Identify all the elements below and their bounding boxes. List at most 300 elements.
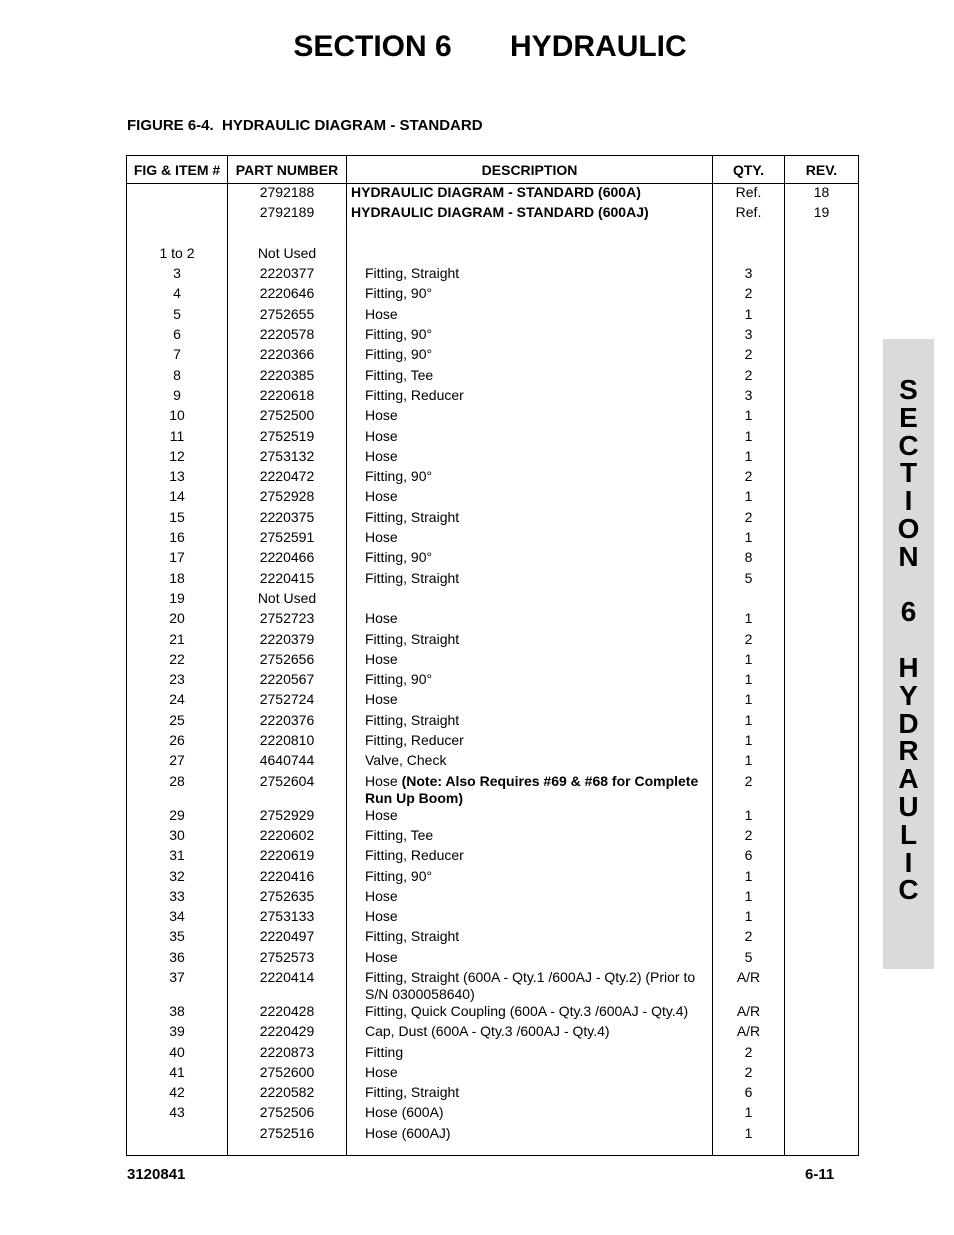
description-text: Fitting, 90° [365, 285, 433, 302]
cell-description [347, 610, 713, 630]
cell-part-number: 2752929 [228, 807, 347, 827]
table-header-row [127, 156, 859, 184]
page-number: 6-11 [805, 1166, 835, 1183]
description-text: Fitting, 90° [365, 549, 433, 566]
table-row [127, 488, 859, 508]
cell-qty: 1 [713, 752, 785, 772]
cell-rev [785, 509, 859, 529]
figure-title: FIGURE 6-4. HYDRAULIC DIAGRAM - STANDARD [127, 117, 483, 134]
table-row [127, 306, 859, 326]
cell-part-number [228, 225, 347, 245]
cell-fig-item: 3 [127, 265, 228, 285]
cell-part-number: 2752519 [228, 428, 347, 448]
cell-part-number: 2752573 [228, 949, 347, 969]
cell-description [347, 651, 713, 671]
cell-description [347, 326, 713, 346]
cell-fig-item: 12 [127, 448, 228, 468]
cell-rev [785, 888, 859, 908]
parts-table-body [127, 184, 859, 1156]
table-row [127, 448, 859, 468]
cell-part-number: 2220578 [228, 326, 347, 346]
description-text: Fitting, 90° [365, 346, 433, 363]
cell-rev: 19 [785, 204, 859, 224]
description-text: Fitting, Reducer [365, 386, 464, 403]
cell-qty: 5 [713, 949, 785, 969]
cell-part-number: 2752655 [228, 306, 347, 326]
description-text: Hose [365, 305, 398, 322]
cell-part-number: 2752724 [228, 691, 347, 711]
cell-qty: 1 [713, 1104, 785, 1124]
cell-qty [713, 245, 785, 265]
cell-rev [785, 529, 859, 549]
cell-fig-item: 43 [127, 1104, 228, 1124]
description-text: Fitting, 90° [365, 468, 433, 485]
cell-rev [785, 827, 859, 847]
table-row [127, 225, 859, 245]
cell-fig-item: 23 [127, 671, 228, 691]
cell-qty: 1 [713, 888, 785, 908]
side-tab-letter: Y [899, 679, 918, 711]
cell-description [347, 367, 713, 387]
cell-qty: 1 [713, 306, 785, 326]
side-tab-letter: U [898, 790, 919, 822]
table-row [127, 326, 859, 346]
cell-rev [785, 712, 859, 732]
cell-description [347, 590, 713, 610]
col-header-description: DESCRIPTION [347, 156, 713, 184]
cell-fig-item: 1 to 2 [127, 245, 228, 265]
table-row [127, 265, 859, 285]
cell-description [347, 245, 713, 265]
table-row [127, 590, 859, 610]
side-tab-letter: E [899, 401, 918, 433]
cell-part-number: 2753133 [228, 908, 347, 928]
cell-description [347, 752, 713, 772]
description-text: Hose (600A) [365, 1104, 444, 1121]
cell-rev [785, 285, 859, 305]
document-number: 3120841 [127, 1166, 186, 1183]
cell-rev [785, 225, 859, 245]
cell-description [347, 387, 713, 407]
cell-rev [785, 773, 859, 807]
cell-rev [785, 570, 859, 590]
cell-description [347, 1023, 713, 1043]
cell-rev [785, 265, 859, 285]
cell-part-number: 2220602 [228, 827, 347, 847]
cell-fig-item: 13 [127, 468, 228, 488]
cell-fig-item: 29 [127, 807, 228, 827]
cell-fig-item: 9 [127, 387, 228, 407]
cell-fig-item: 8 [127, 367, 228, 387]
cell-part-number: 2220376 [228, 712, 347, 732]
cell-part-number: 2220472 [228, 468, 347, 488]
description-text: Fitting, Tee [365, 366, 434, 383]
table-row [127, 1104, 859, 1124]
cell-rev [785, 1023, 859, 1043]
side-tab-letter: O [897, 512, 920, 544]
cell-fig-item: 20 [127, 610, 228, 630]
cell-part-number: 4640744 [228, 752, 347, 772]
description-text: Hose [365, 772, 402, 789]
cell-part-number: 2220873 [228, 1044, 347, 1064]
table-row [127, 1125, 859, 1156]
cell-qty: 1 [713, 807, 785, 827]
description-text: Fitting, Tee [365, 826, 434, 843]
cell-description [347, 928, 713, 948]
cell-fig-item: 15 [127, 509, 228, 529]
cell-description [347, 428, 713, 448]
cell-qty: 1 [713, 428, 785, 448]
cell-fig-item: 27 [127, 752, 228, 772]
description-text: Fitting [365, 1043, 404, 1060]
cell-part-number: 2752600 [228, 1064, 347, 1084]
description-text: Fitting, 90° [365, 326, 433, 343]
cell-part-number: 2220415 [228, 570, 347, 590]
description-text: Fitting, 90° [365, 671, 433, 688]
table-row [127, 908, 859, 928]
table-row [127, 346, 859, 366]
cell-fig-item: 33 [127, 888, 228, 908]
cell-description [347, 969, 713, 1003]
cell-fig-item: 38 [127, 1003, 228, 1023]
cell-part-number: 2220379 [228, 631, 347, 651]
cell-fig-item [127, 1125, 228, 1156]
description-text: Fitting, Reducer [365, 847, 464, 864]
cell-qty: 1 [713, 868, 785, 888]
cell-description [347, 773, 713, 807]
cell-fig-item: 39 [127, 1023, 228, 1043]
cell-description [347, 888, 713, 908]
cell-fig-item: 30 [127, 827, 228, 847]
cell-fig-item: 37 [127, 969, 228, 1003]
cell-rev [785, 807, 859, 827]
cell-qty: 5 [713, 570, 785, 590]
description-text: Fitting, 90° [365, 867, 433, 884]
description-text: Hose [365, 488, 398, 505]
cell-rev [785, 367, 859, 387]
table-row [127, 1084, 859, 1104]
table-row [127, 928, 859, 948]
cell-description [347, 691, 713, 711]
cell-description [347, 509, 713, 529]
cell-part-number: 2220416 [228, 868, 347, 888]
cell-description [347, 346, 713, 366]
cell-part-number: 2220385 [228, 367, 347, 387]
cell-rev [785, 908, 859, 928]
cell-part-number: 2220428 [228, 1003, 347, 1023]
table-row [127, 245, 859, 265]
cell-description [347, 712, 713, 732]
cell-fig-item: 25 [127, 712, 228, 732]
cell-fig-item: 42 [127, 1084, 228, 1104]
description-text: Fitting, Straight [365, 265, 460, 282]
side-tab-letter: A [898, 763, 919, 795]
cell-description [347, 488, 713, 508]
description-text: Hose [365, 529, 398, 546]
table-row [127, 529, 859, 549]
cell-description [347, 671, 713, 691]
cell-description [347, 1125, 713, 1156]
cell-fig-item: 7 [127, 346, 228, 366]
cell-rev [785, 306, 859, 326]
cell-qty: 1 [713, 407, 785, 427]
cell-part-number: 2752635 [228, 888, 347, 908]
cell-part-number: 2752500 [228, 407, 347, 427]
cell-qty: A/R [713, 1003, 785, 1023]
cell-description [347, 1044, 713, 1064]
cell-qty: 2 [713, 631, 785, 651]
cell-rev [785, 671, 859, 691]
cell-fig-item: 18 [127, 570, 228, 590]
table-row [127, 1044, 859, 1064]
cell-part-number: 2220810 [228, 732, 347, 752]
table-row [127, 428, 859, 448]
cell-rev [785, 488, 859, 508]
description-text: Hose [365, 806, 398, 823]
side-tab-letter [883, 571, 934, 599]
side-tab-letter: I [904, 846, 913, 878]
cell-qty: 1 [713, 651, 785, 671]
section-side-tab [883, 339, 934, 969]
cell-fig-item: 41 [127, 1064, 228, 1084]
side-tab-letter: I [904, 485, 913, 517]
description-text: Hose (600AJ) [365, 1124, 451, 1141]
cell-rev [785, 928, 859, 948]
table-row [127, 549, 859, 569]
cell-part-number: 2752656 [228, 651, 347, 671]
table-row [127, 827, 859, 847]
cell-fig-item: 16 [127, 529, 228, 549]
table-row [127, 184, 859, 205]
cell-qty [713, 225, 785, 245]
cell-rev [785, 1064, 859, 1084]
cell-fig-item: 4 [127, 285, 228, 305]
cell-description [347, 448, 713, 468]
cell-rev [785, 847, 859, 867]
cell-fig-item: 10 [127, 407, 228, 427]
table-row [127, 807, 859, 827]
cell-part-number: 2752604 [228, 773, 347, 807]
cell-part-number: 2792189 [228, 204, 347, 224]
description-text: Hose [365, 610, 398, 627]
cell-part-number: 2220567 [228, 671, 347, 691]
cell-description [347, 631, 713, 651]
cell-description [347, 1104, 713, 1124]
cell-part-number: 2220618 [228, 387, 347, 407]
cell-description [347, 732, 713, 752]
cell-description [347, 225, 713, 245]
cell-rev [785, 245, 859, 265]
cell-description [347, 529, 713, 549]
cell-qty: A/R [713, 1023, 785, 1043]
side-tab-letter: N [898, 540, 919, 572]
cell-qty: 2 [713, 468, 785, 488]
cell-rev [785, 326, 859, 346]
cell-qty: 1 [713, 488, 785, 508]
cell-qty: 3 [713, 387, 785, 407]
cell-qty: Ref. [713, 184, 785, 205]
cell-description [347, 1084, 713, 1104]
description-text: Fitting, Straight [365, 630, 460, 647]
cell-description [347, 908, 713, 928]
side-tab-letters [883, 376, 934, 904]
cell-part-number: 2752928 [228, 488, 347, 508]
cell-fig-item: 17 [127, 549, 228, 569]
cell-rev [785, 407, 859, 427]
cell-description [347, 1003, 713, 1023]
table-row [127, 285, 859, 305]
cell-description [347, 204, 713, 224]
parts-table [126, 155, 859, 1156]
table-row [127, 509, 859, 529]
cell-qty: 3 [713, 326, 785, 346]
cell-rev [785, 1104, 859, 1124]
cell-qty: A/R [713, 969, 785, 1003]
cell-description [347, 1064, 713, 1084]
cell-qty: 2 [713, 773, 785, 807]
cell-rev [785, 732, 859, 752]
cell-part-number: 2220429 [228, 1023, 347, 1043]
description-text: Fitting, Reducer [365, 732, 464, 749]
cell-part-number: 2792188 [228, 184, 347, 205]
col-header-fig: FIG & ITEM # [127, 156, 228, 184]
table-row [127, 610, 859, 630]
description-text: Hose [365, 908, 398, 925]
cell-part-number: 2220646 [228, 285, 347, 305]
side-tab-letter: 6 [900, 596, 917, 628]
cell-fig-item: 5 [127, 306, 228, 326]
table-row [127, 204, 859, 224]
cell-qty: 1 [713, 529, 785, 549]
cell-part-number: 2220619 [228, 847, 347, 867]
description-text: Hose [365, 447, 398, 464]
cell-qty [713, 590, 785, 610]
cell-rev [785, 631, 859, 651]
cell-qty: 2 [713, 509, 785, 529]
cell-part-number: 2752591 [228, 529, 347, 549]
cell-description [347, 570, 713, 590]
cell-part-number: 2220366 [228, 346, 347, 366]
cell-description [347, 827, 713, 847]
cell-qty: 1 [713, 671, 785, 691]
cell-fig-item [127, 184, 228, 205]
cell-rev [785, 428, 859, 448]
cell-part-number: 2220497 [228, 928, 347, 948]
cell-fig-item: 24 [127, 691, 228, 711]
cell-part-number: Not Used [228, 590, 347, 610]
cell-description [347, 407, 713, 427]
table-row [127, 969, 859, 1003]
cell-fig-item: 26 [127, 732, 228, 752]
cell-description [347, 949, 713, 969]
table-row [127, 387, 859, 407]
cell-description [347, 847, 713, 867]
description-text: Cap, Dust (600A - Qty.3 /600AJ - Qty.4) [365, 1023, 610, 1040]
cell-rev [785, 949, 859, 969]
cell-rev: 18 [785, 184, 859, 205]
cell-qty: 2 [713, 928, 785, 948]
description-text: Hose [365, 948, 398, 965]
cell-fig-item: 28 [127, 773, 228, 807]
col-header-qty: QTY. [713, 156, 785, 184]
side-tab-letter: T [899, 457, 918, 489]
cell-qty: 2 [713, 827, 785, 847]
cell-qty: 2 [713, 367, 785, 387]
cell-rev [785, 346, 859, 366]
table-row [127, 367, 859, 387]
cell-part-number: 2220582 [228, 1084, 347, 1104]
cell-qty: Ref. [713, 204, 785, 224]
table-row [127, 712, 859, 732]
cell-qty: 2 [713, 1044, 785, 1064]
table-row [127, 631, 859, 651]
table-row [127, 407, 859, 427]
cell-part-number: 2220414 [228, 969, 347, 1003]
table-row [127, 671, 859, 691]
description-text: Hose [365, 650, 398, 667]
cell-rev [785, 448, 859, 468]
description-text: Valve, Check [365, 752, 447, 769]
description-text: Hose [365, 887, 398, 904]
side-tab-letter: D [898, 707, 919, 739]
side-tab-letter: S [899, 374, 918, 405]
table-row [127, 1023, 859, 1043]
cell-part-number: 2220466 [228, 549, 347, 569]
col-header-rev: REV. [785, 156, 859, 184]
cell-rev [785, 752, 859, 772]
cell-rev [785, 1084, 859, 1104]
cell-rev [785, 691, 859, 711]
cell-description [347, 549, 713, 569]
cell-rev [785, 590, 859, 610]
cell-part-number: Not Used [228, 245, 347, 265]
cell-description [347, 807, 713, 827]
cell-fig-item: 21 [127, 631, 228, 651]
description-text: Hose [365, 427, 398, 444]
cell-description [347, 868, 713, 888]
cell-rev [785, 651, 859, 671]
description-text: Hose [365, 407, 398, 424]
side-tab-letter: C [898, 874, 919, 906]
cell-qty: 2 [713, 346, 785, 366]
description-text: Fitting, Straight [365, 1084, 460, 1101]
side-tab-letter: R [898, 735, 919, 767]
cell-part-number: 2753132 [228, 448, 347, 468]
cell-qty: 3 [713, 265, 785, 285]
description-text: HYDRAULIC DIAGRAM - STANDARD (600AJ) [351, 204, 649, 221]
table-row [127, 732, 859, 752]
cell-fig-item: 19 [127, 590, 228, 610]
cell-fig-item [127, 204, 228, 224]
cell-rev [785, 1044, 859, 1064]
description-text: HYDRAULIC DIAGRAM - STANDARD (600A) [351, 184, 641, 200]
table-row [127, 691, 859, 711]
cell-qty: 1 [713, 732, 785, 752]
cell-fig-item: 32 [127, 868, 228, 888]
cell-rev [785, 969, 859, 1003]
cell-description [347, 306, 713, 326]
cell-qty: 1 [713, 691, 785, 711]
cell-qty: 6 [713, 847, 785, 867]
cell-qty: 6 [713, 1084, 785, 1104]
cell-rev [785, 1003, 859, 1023]
description-text: Hose [365, 1063, 398, 1080]
table-row [127, 570, 859, 590]
cell-fig-item: 6 [127, 326, 228, 346]
cell-fig-item [127, 225, 228, 245]
description-text: Fitting, Straight [365, 569, 460, 586]
cell-qty: 1 [713, 908, 785, 928]
